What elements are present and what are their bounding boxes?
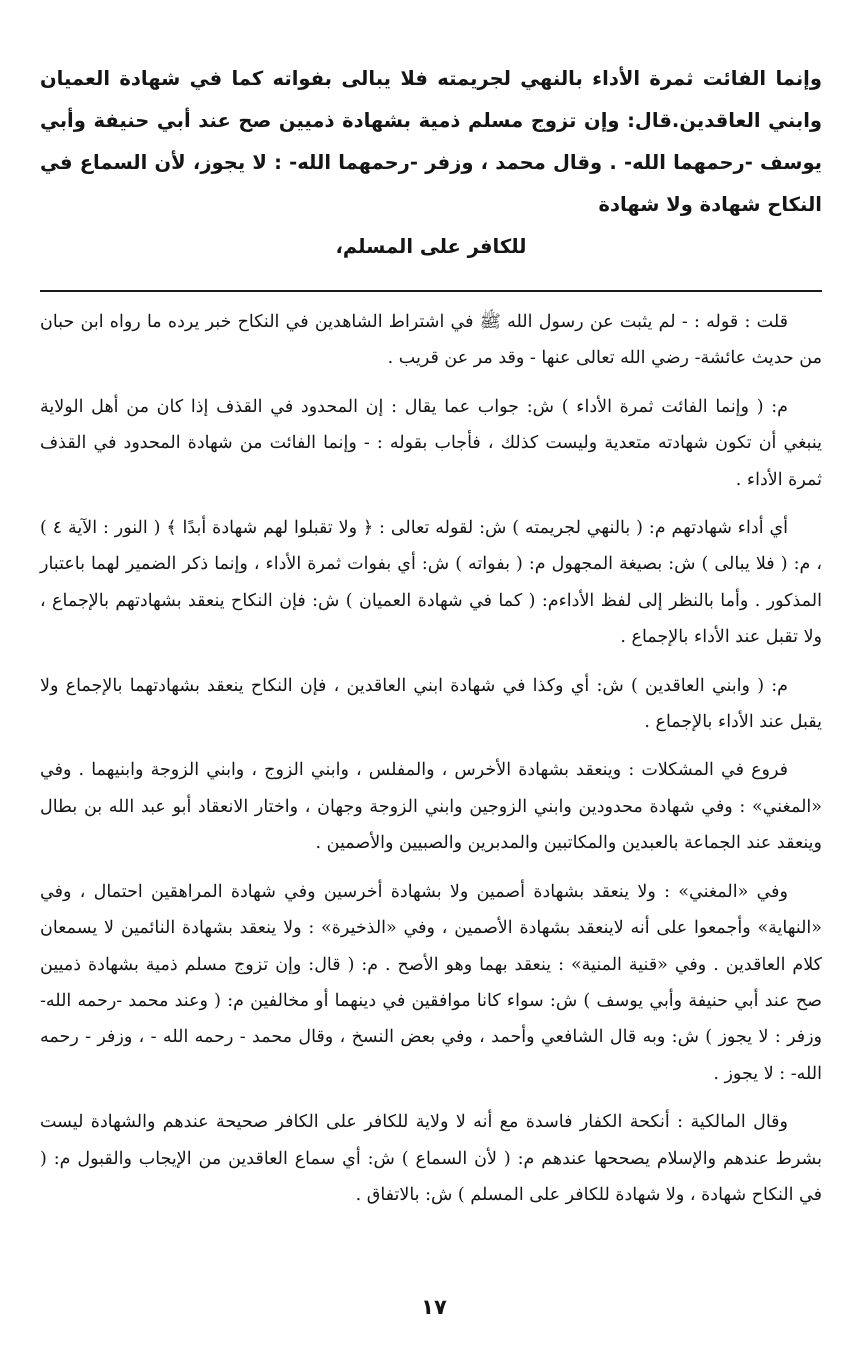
- commentary-paragraph-5: فروع في المشكلات : وينعقد بشهادة الأخرس ، والمفلس ، وابني الزوج ، وابني الزوجة وابنيهما . وفي «المغني» : وفي شهادة محدودين وابني الزوجين وابني الزوجة وجهان ، واختار الانعقاد أبو عبد الله بن بطال وينعقد عند الجماعة بالعبدين والمكاتبين والمدبرين والصبيين والأصمين .: [40, 760, 822, 854]
- commentary-paragraph-7: وقال المالكية : أنكحة الكفار فاسدة مع أنه لا ولاية للكافر على الكافر صحيحة عندهم والشهادة ليست بشرط عندهم والإسلام يصححها عندهم م: ( لأن السماع ) ش: أي سماع العاقدين من الإيجاب والقبول م: ( في النكاح شهادة ، ولا شهادة للكافر على المسلم ) ش: بالاتفاق .: [40, 1112, 822, 1205]
- book-page: [40, 58, 822, 1372]
- commentary-paragraph-3: أي أداء شهادتهم م: ( بالنهي لجريمته ) ش: لقوله تعالى : ﴿ ولا تقبلوا لهم شهادة أبدًا ﴾ ( النور : الآية ٤ ) ، م: ( فلا يبالى ) ش: بصيغة المجهول م: ( بفواته ) ش: أي بفوات ثمرة الأداء ، وإنما ذكر الضمير لهما باعتبار المذكور . وأما بالنظر إلى لفظ الأداءم: ( كما في شهادة العميان ) ش: فإن النكاح ينعقد بشهادتهم بالإجماع ، ولا تقبل عند الأداء بالإجماع .: [40, 518, 822, 648]
- commentary-paragraph-1: قلت : قوله : - لم يثبت عن رسول الله ﷺ في اشتراط الشاهدين في النكاح خبر يرده ما رواه ابن حبان من حديث عائشة- رضي الله تعالى عنها - وقد مر عن قريب .: [40, 312, 822, 369]
- page-number: ١٧: [421, 1295, 447, 1319]
- main-text-body: وإنما الفائت ثمرة الأداء بالنهي لجريمته فلا يبالى بفواته كما في شهادة العميان وابني العاقدين.قال: وإن تزوج مسلم ذمية بشهادة ذميين صح عند أبي حنيفة وأبي يوسف -رحمهما الله- . وقال محمد ، وزفر -رحمهما الله- : لا يجوز، لأن السماع في النكاح شهادة ولا شهادة: [40, 67, 822, 216]
- commentary-paragraph-2: م: ( وإنما الفائت ثمرة الأداء ) ش: جواب عما يقال : إن المحدود في القذف إذا كان من أهل الولاية ينبغي أن تكون شهادته متعدية وليست كذلك ، فأجاب بقوله : - وإنما الفائت من شهادة المحدود في القذف ثمرة الأداء .: [40, 396, 822, 490]
- main-text-last-line: للكافر على المسلم،: [335, 235, 527, 258]
- main-text: [40, 58, 822, 268]
- commentary-paragraph-4: م: ( وابني العاقدين ) ش: أي وكذا في شهادة ابني العاقدين ، فإن النكاح ينعقد بشهادتهما بالإجماع ولا يقبل عند الأداء بالإجماع .: [40, 675, 822, 733]
- separator-line: [40, 290, 822, 292]
- commentary-paragraph-6: وفي «المغني» : ولا ينعقد بشهادة أصمين ولا بشهادة أخرسين وفي شهادة المراهقين احتمال ، وفي «النهاية» وأجمعوا على أنه لاينعقد بشهادة الأصمين ، وفي «الذخيرة» : ولا ينعقد بشهادة النائمين لا يسمعان كلام العاقدين . وفي «قنية المنية» : ينعقد بهما وهو الأصح . م: ( قال: وإن تزوج مسلم ذمية بشهادة ذميين صح عند أبي حنيفة وأبي يوسف ) ش: سواء كانا موافقين في دينهما أو مخالفين م: ( وعند محمد -رحمه الله- وزفر : لا يجوز ) ش: وبه قال الشافعي وأحمد ، وفي بعض النسخ ، وقال محمد - رحمه الله - ، وزفر - رحمه الله- : لا يجوز .: [40, 881, 822, 1084]
